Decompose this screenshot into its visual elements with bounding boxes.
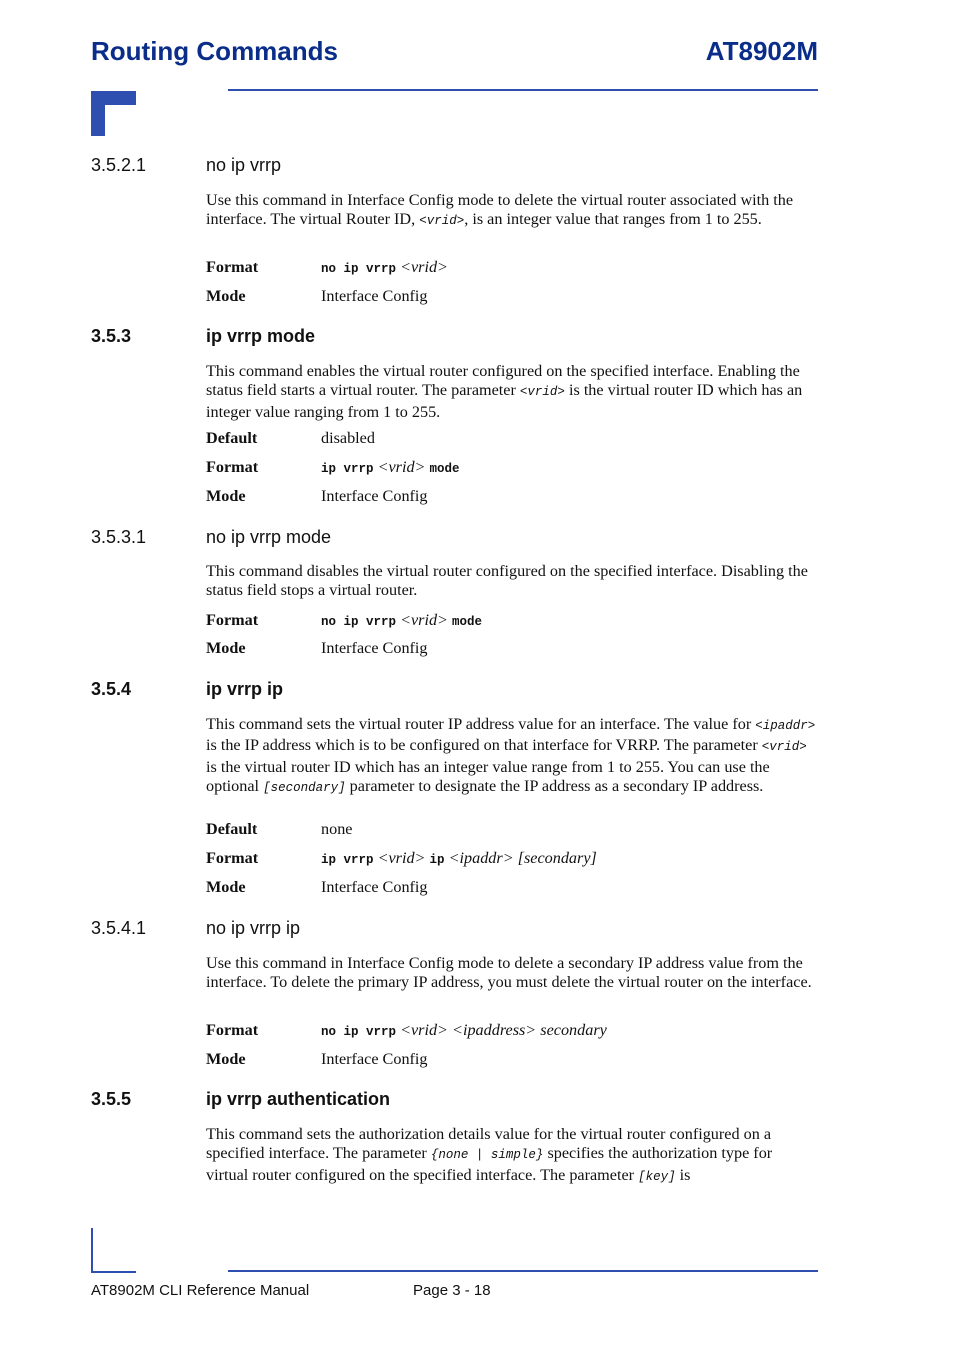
section-title: ip vrrp authentication [206,1089,391,1109]
format-value: no ip vrrp <vrid> [321,258,448,276]
section-paragraph: Use this command in Interface Config mode to delete a secondary IP address value from the interface. To delete the primary IP address, you must delete the virtual router on the interface. [206,954,812,992]
section-paragraph: This command sets the virtual router IP address value for an interface. The value for <ipaddr> is the IP address which is to be configured on that interface for VRRP. The parameter <vrid> is the virtual router ID which has an integer value range from 1 to 255. You can use the optional [secondary] parameter to designate the IP address as a secondary IP address. [206,715,816,795]
format-label: Format [206,611,259,629]
format-label: Format [206,1021,259,1039]
format-value: no ip vrrp <vrid> mode [321,611,483,629]
section-title: ip vrrp mode [206,326,316,346]
section-title: no ip vrrp ip [206,918,301,938]
section-number: 3.5.4 [91,679,132,699]
mode-label: Mode [206,487,246,505]
section-paragraph: This command enables the virtual router configured on the specified interface. Enabling the status field starts a virtual router. The parameter <vrid> is the virtual router ID which has an integer value ranging from 1 to 255. [206,362,803,421]
mode-value: Interface Config [321,878,428,896]
mode-label: Mode [206,639,246,657]
default-value: none [321,820,353,838]
section-number: 3.5.5 [91,1089,132,1109]
mode-label: Mode [206,287,246,305]
section-paragraph: This command sets the authorization details value for the virtual router configured on a specified interface. The parameter {none | simple} specifies the authorization type for virtual router configured on the specified interface. The parameter [key] is [206,1125,773,1184]
section-number: 3.5.4.1 [91,918,147,938]
header-rule [228,89,818,91]
format-label: Format [206,849,259,867]
section-title: ip vrrp ip [206,679,284,699]
format-label: Format [206,458,259,476]
footer-corner-mark-icon [91,1228,136,1273]
mode-label: Mode [206,1050,246,1068]
footer-page-number: Page 3 - 18 [413,1282,491,1299]
format-value: no ip vrrp <vrid> <ipaddress> secondary [321,1021,607,1039]
default-label: Default [206,820,258,838]
mode-value: Interface Config [321,487,428,505]
section-number: 3.5.3 [91,326,132,346]
mode-label: Mode [206,878,246,896]
format-label: Format [206,258,259,276]
default-label: Default [206,429,258,447]
default-value: disabled [321,429,375,447]
mode-value: Interface Config [321,1050,428,1068]
section-paragraph: This command disables the virtual router configured on the specified interface. Disabling the status field stops a virtual router. [206,562,808,600]
format-value: ip vrrp <vrid> ip <ipaddr> [secondary] [321,849,597,867]
section-title: no ip vrrp [206,155,282,175]
section-number: 3.5.2.1 [91,155,147,175]
format-value: ip vrrp <vrid> mode [321,458,460,476]
corner-mark-icon [91,91,136,136]
header-product-title: AT8902M [705,36,818,66]
footer-rule [228,1270,818,1272]
header-section-title: Routing Commands [91,36,338,66]
section-title: no ip vrrp mode [206,527,332,547]
section-paragraph: Use this command in Interface Config mode to delete the virtual router associated with the interface. The virtual Router ID, <vrid>, is an integer value that ranges from 1 to 255. [206,191,794,229]
section-number: 3.5.3.1 [91,527,147,547]
mode-value: Interface Config [321,287,428,305]
mode-value: Interface Config [321,639,428,657]
footer-manual-title: AT8902M CLI Reference Manual [91,1282,310,1299]
